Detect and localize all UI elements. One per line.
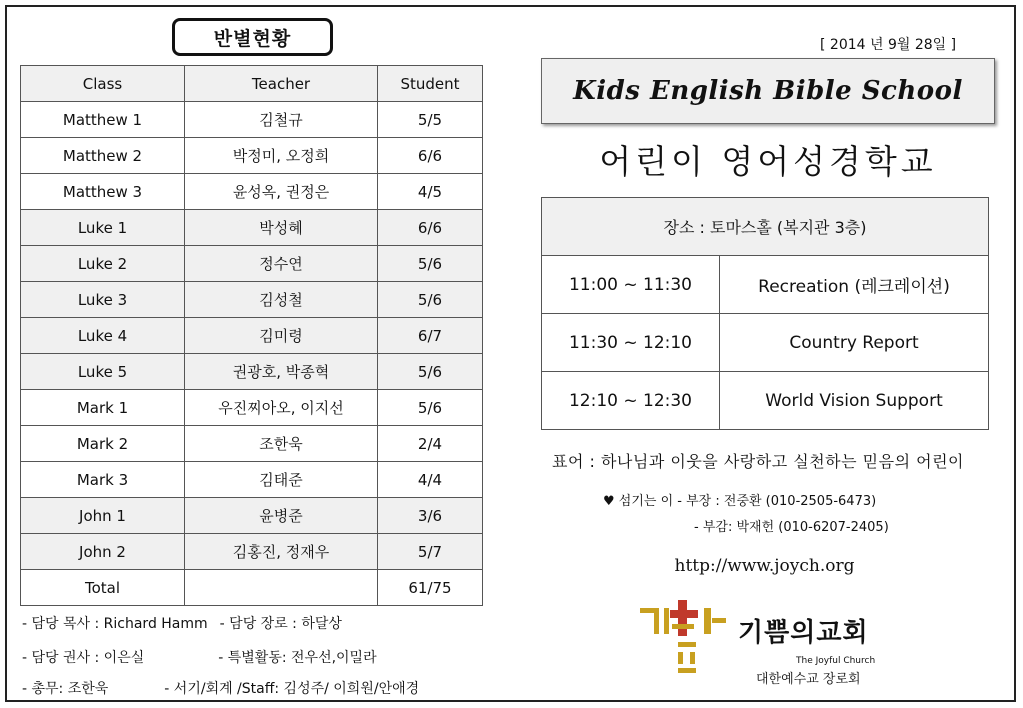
note-staff: - 서기/회계 /Staff: 김성주/ 이희원/안애경: [164, 681, 420, 697]
student-cell: 6/6: [378, 138, 483, 174]
class-cell: Luke 2: [21, 246, 185, 282]
time-cell: 11:00 ~ 11:30: [542, 256, 720, 314]
teacher-cell: 김홍진, 정재우: [185, 534, 378, 570]
church-logo-icon: [638, 596, 736, 682]
church-name-en: The Joyful Church: [796, 656, 876, 666]
student-cell: 3/6: [378, 498, 483, 534]
date-label: [ 2014 년 9월 28일 ]: [820, 37, 957, 53]
total-student-cell: 61/75: [378, 570, 483, 606]
class-cell: Luke 1: [21, 210, 185, 246]
location-cell: 장소 : 토마스홀 (복지관 3층): [542, 198, 989, 256]
table-row: [21, 138, 483, 174]
table-row: [21, 498, 483, 534]
motto: 표어 : 하나님과 이웃을 사랑하고 실천하는 믿음의 어린이: [552, 452, 964, 471]
table-row: [21, 318, 483, 354]
teacher-cell: 조한욱: [185, 426, 378, 462]
schedule-row: [542, 372, 989, 430]
class-cell: John 1: [21, 498, 185, 534]
teacher-cell: 김성철: [185, 282, 378, 318]
student-cell: 5/7: [378, 534, 483, 570]
note-pastor: - 담당 목사 : Richard Hamm: [22, 616, 208, 632]
class-cell: Matthew 2: [21, 138, 185, 174]
teacher-cell: 권광호, 박종혁: [185, 354, 378, 390]
total-label-cell: Total: [21, 570, 185, 606]
table-row: [21, 390, 483, 426]
schedule-row: [542, 256, 989, 314]
total-teacher-cell: [185, 570, 378, 606]
table-row: [21, 102, 483, 138]
english-title: Kids English Bible School: [541, 58, 995, 124]
class-cell: Luke 5: [21, 354, 185, 390]
teacher-cell: 윤병준: [185, 498, 378, 534]
teacher-cell: 김태준: [185, 462, 378, 498]
class-cell: Matthew 3: [21, 174, 185, 210]
table-row: [21, 282, 483, 318]
column-header-class: Class: [21, 66, 185, 102]
student-cell: 5/6: [378, 246, 483, 282]
teacher-cell: 우진찌아오, 이지선: [185, 390, 378, 426]
note-deaconess: - 담당 권사 : 이은실: [22, 650, 145, 666]
schedule-table: [541, 197, 989, 430]
class-cell: Luke 3: [21, 282, 185, 318]
class-cell: Mark 1: [21, 390, 185, 426]
student-cell: 4/4: [378, 462, 483, 498]
schedule-location-row: [542, 198, 989, 256]
time-cell: 12:10 ~ 12:30: [542, 372, 720, 430]
church-denomination: 대한예수교 장로회: [756, 672, 861, 687]
student-cell: 4/5: [378, 174, 483, 210]
schedule-row: [542, 314, 989, 372]
table-row: [21, 174, 483, 210]
section-title: 반별현황: [172, 18, 333, 56]
church-name: 기쁨의교회: [738, 618, 869, 648]
teacher-cell: 윤성옥, 권정은: [185, 174, 378, 210]
student-cell: 6/6: [378, 210, 483, 246]
table-row: [21, 534, 483, 570]
class-cell: Mark 2: [21, 426, 185, 462]
korean-title: 어린이 영어성경학교: [599, 142, 937, 181]
note-special-activity: - 특별활동: 전우선,이밀라: [218, 650, 377, 666]
table-row: [21, 354, 483, 390]
table-header-row: [21, 66, 483, 102]
class-cell: Mark 3: [21, 462, 185, 498]
class-cell: Luke 4: [21, 318, 185, 354]
student-cell: 2/4: [378, 426, 483, 462]
column-header-student: Student: [378, 66, 483, 102]
note-line: [22, 613, 342, 633]
time-cell: 11:30 ~ 12:10: [542, 314, 720, 372]
student-cell: 5/5: [378, 102, 483, 138]
staff-director: - 부장 : 전중환 (010-2505-6473): [677, 494, 877, 509]
table-row: [21, 210, 483, 246]
staff-line: [603, 490, 876, 509]
student-cell: 5/6: [378, 282, 483, 318]
activity-cell: Country Report: [720, 314, 989, 372]
note-line: [22, 647, 377, 667]
class-roster-table: [20, 65, 483, 606]
class-cell: John 2: [21, 534, 185, 570]
note-line: [22, 678, 419, 698]
teacher-cell: 박정미, 오정희: [185, 138, 378, 174]
student-cell: 5/6: [378, 354, 483, 390]
teacher-cell: 박성혜: [185, 210, 378, 246]
staff-heading: ♥ 섬기는 이: [603, 494, 674, 509]
table-row: [21, 426, 483, 462]
student-cell: 6/7: [378, 318, 483, 354]
activity-cell: Recreation (레크레이션): [720, 256, 989, 314]
teacher-cell: 김미령: [185, 318, 378, 354]
table-row: [21, 246, 483, 282]
note-elder: - 담당 장로 : 하달상: [219, 616, 342, 632]
table-row: [21, 462, 483, 498]
total-row: [21, 570, 483, 606]
column-header-teacher: Teacher: [185, 66, 378, 102]
staff-vice-director: - 부감: 박재헌 (010-6207-2405): [694, 520, 889, 535]
class-cell: Matthew 1: [21, 102, 185, 138]
website-url: http://www.joych.org: [674, 556, 855, 576]
teacher-cell: 김철규: [185, 102, 378, 138]
teacher-cell: 정수연: [185, 246, 378, 282]
student-cell: 5/6: [378, 390, 483, 426]
activity-cell: World Vision Support: [720, 372, 989, 430]
note-general-affairs: - 총무: 조한욱: [22, 681, 109, 697]
